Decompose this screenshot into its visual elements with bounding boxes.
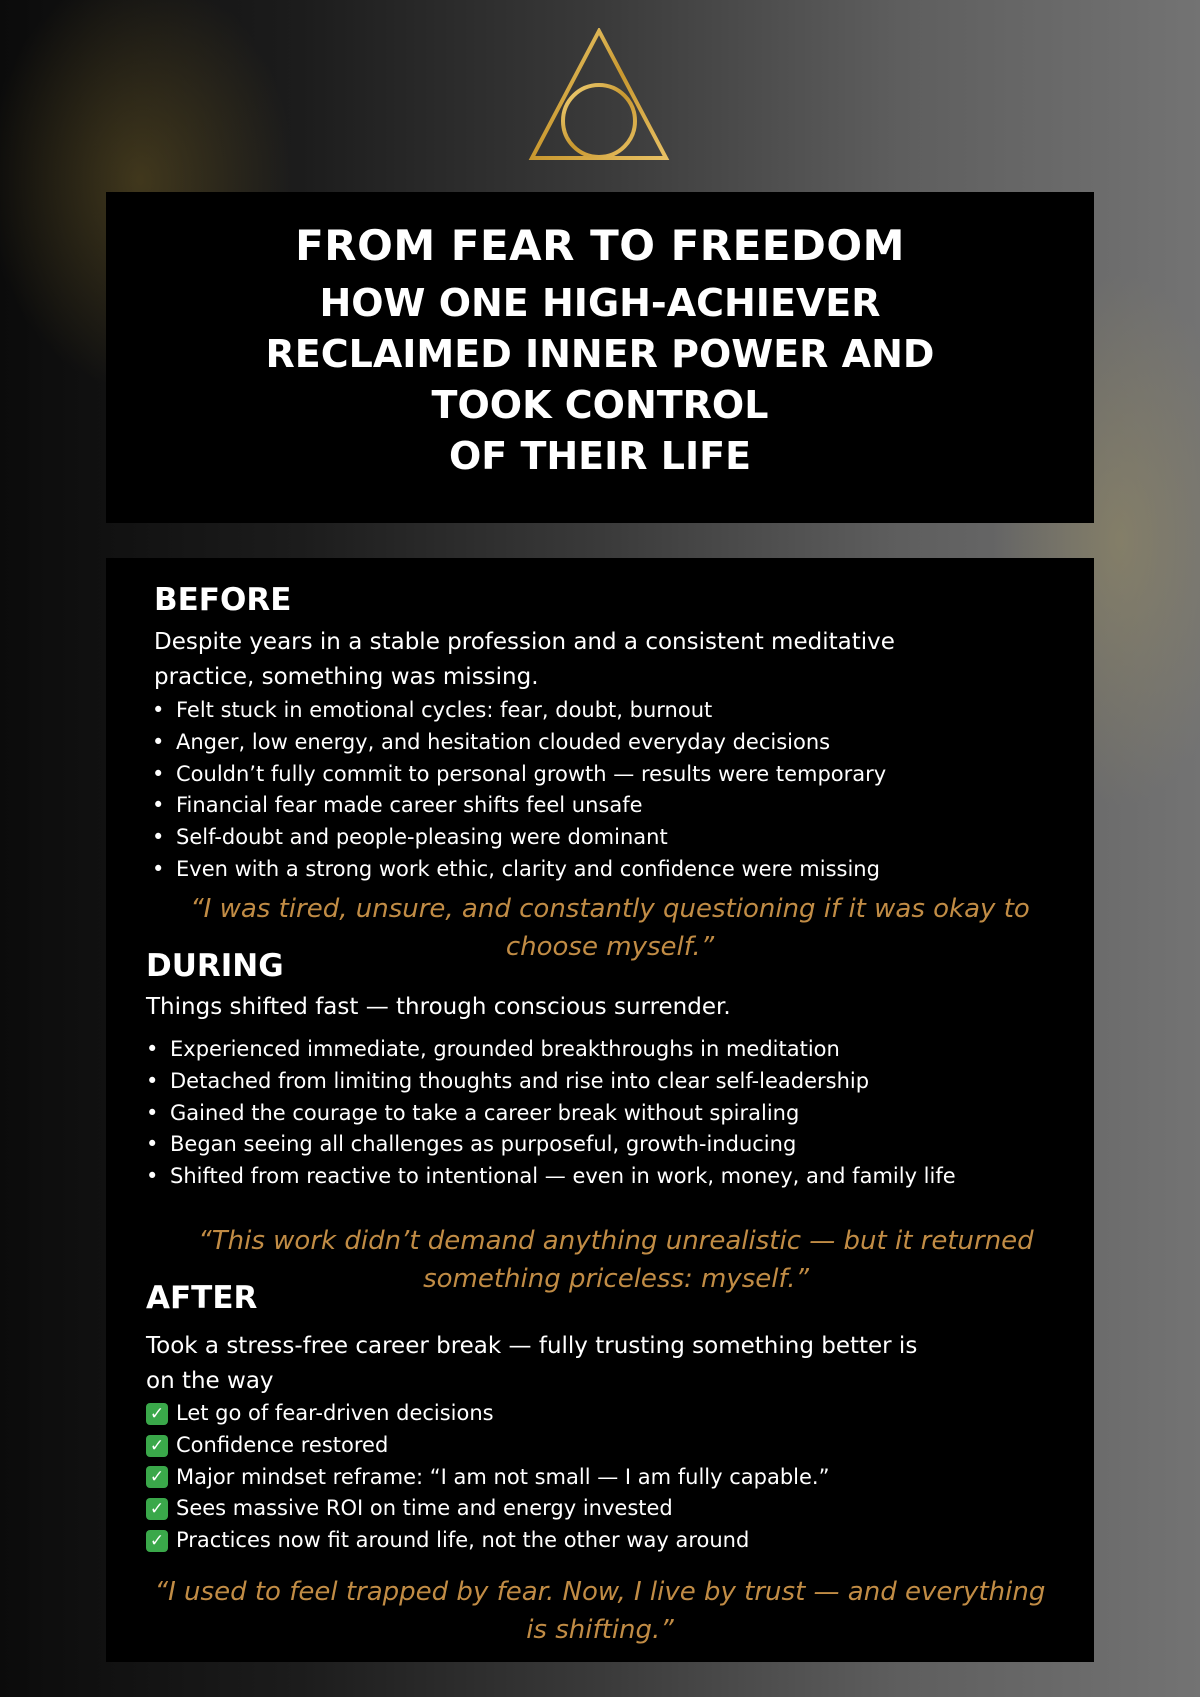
list-item: • Began seeing all challenges as purposeful, growth-inducing	[146, 1129, 956, 1161]
after-checklist	[146, 1398, 830, 1557]
title-banner	[106, 192, 1094, 523]
list-item: • Financial fear made career shifts feel unsafe	[152, 790, 886, 822]
list-item	[146, 1398, 830, 1430]
after-intro	[146, 1329, 917, 1399]
list-item: • Gained the courage to take a career break without spiraling	[146, 1098, 956, 1130]
quote-line: is shifting.”	[526, 1615, 674, 1645]
quote-line: “This work didn’t demand anything unrealistic — but it returned	[198, 1226, 1034, 1256]
after-intro-line: Took a stress-free career break — fully trusting something better is	[146, 1333, 918, 1359]
list-item: • Detached from limiting thoughts and rise into clear self-leadership	[146, 1066, 956, 1098]
list-item: • Experienced immediate, grounded breakthroughs in meditation	[146, 1034, 956, 1066]
quote-line: “I used to feel trapped by fear. Now, I live by trust — and everything	[154, 1577, 1046, 1607]
check-item-text: Major mindset reframe: “I am not small — I am fully capable.”	[176, 1464, 830, 1489]
after-quote	[136, 1573, 1064, 1649]
subtitle-line: OF THEIR LIFE	[448, 434, 752, 478]
check-item-text: Let go of fear-driven decisions	[176, 1401, 494, 1425]
list-item: • Even with a strong work ethic, clarity and confidence were missing	[152, 854, 886, 886]
subtitle-line: TOOK CONTROL	[431, 383, 769, 427]
list-item	[146, 1493, 830, 1525]
check-item-text: Sees massive ROI on time and energy invested	[176, 1496, 673, 1521]
list-item: • Shifted from reactive to intentional — even in work, money, and family life	[146, 1161, 956, 1193]
check-mark-icon: ✓	[146, 1435, 168, 1457]
subtitle-line: HOW ONE HIGH-ACHIEVER	[319, 281, 881, 325]
list-item	[146, 1525, 830, 1557]
check-mark-icon: ✓	[146, 1530, 168, 1552]
check-item-text: Confidence restored	[176, 1432, 389, 1457]
quote-line: “I was tired, unsure, and constantly questioning if it was okay to	[190, 894, 1030, 924]
before-heading: BEFORE	[154, 582, 292, 618]
during-quote	[166, 1222, 1066, 1298]
page-title: FROM FEAR TO FREEDOM	[295, 221, 905, 270]
before-quote	[160, 890, 1060, 966]
page-subtitle	[106, 278, 1094, 482]
list-item: • Anger, low energy, and hesitation clouded everyday decisions	[152, 727, 886, 759]
subtitle-line: RECLAIMED INNER POWER AND	[265, 332, 935, 376]
during-intro: Things shifted fast — through conscious surrender.	[146, 994, 731, 1020]
list-item: • Couldn’t fully commit to personal growth — results were temporary	[152, 759, 886, 791]
before-intro	[154, 625, 895, 695]
during-list	[146, 1034, 956, 1193]
check-item-text: Practices now fit around life, not the other way around	[176, 1528, 750, 1553]
story-panel	[106, 558, 1094, 1662]
check-mark-icon: ✓	[146, 1403, 168, 1425]
list-item	[146, 1430, 830, 1462]
before-list	[152, 695, 886, 886]
during-heading: DURING	[146, 948, 284, 984]
after-intro-line: on the way	[146, 1368, 274, 1394]
list-item: • Self-doubt and people-pleasing were dominant	[152, 822, 886, 854]
after-heading: AFTER	[146, 1280, 258, 1316]
quote-line: something priceless: myself.”	[423, 1264, 809, 1294]
check-mark-icon: ✓	[146, 1466, 168, 1488]
deathly-hallows-icon	[526, 28, 672, 162]
list-item: • Felt stuck in emotional cycles: fear, doubt, burnout	[152, 695, 886, 727]
before-intro-line: practice, something was missing.	[154, 664, 539, 690]
before-intro-line: Despite years in a stable profession and a consistent meditative	[154, 629, 895, 655]
quote-line: choose myself.”	[505, 932, 715, 962]
check-mark-icon: ✓	[146, 1498, 168, 1520]
list-item	[146, 1462, 830, 1494]
